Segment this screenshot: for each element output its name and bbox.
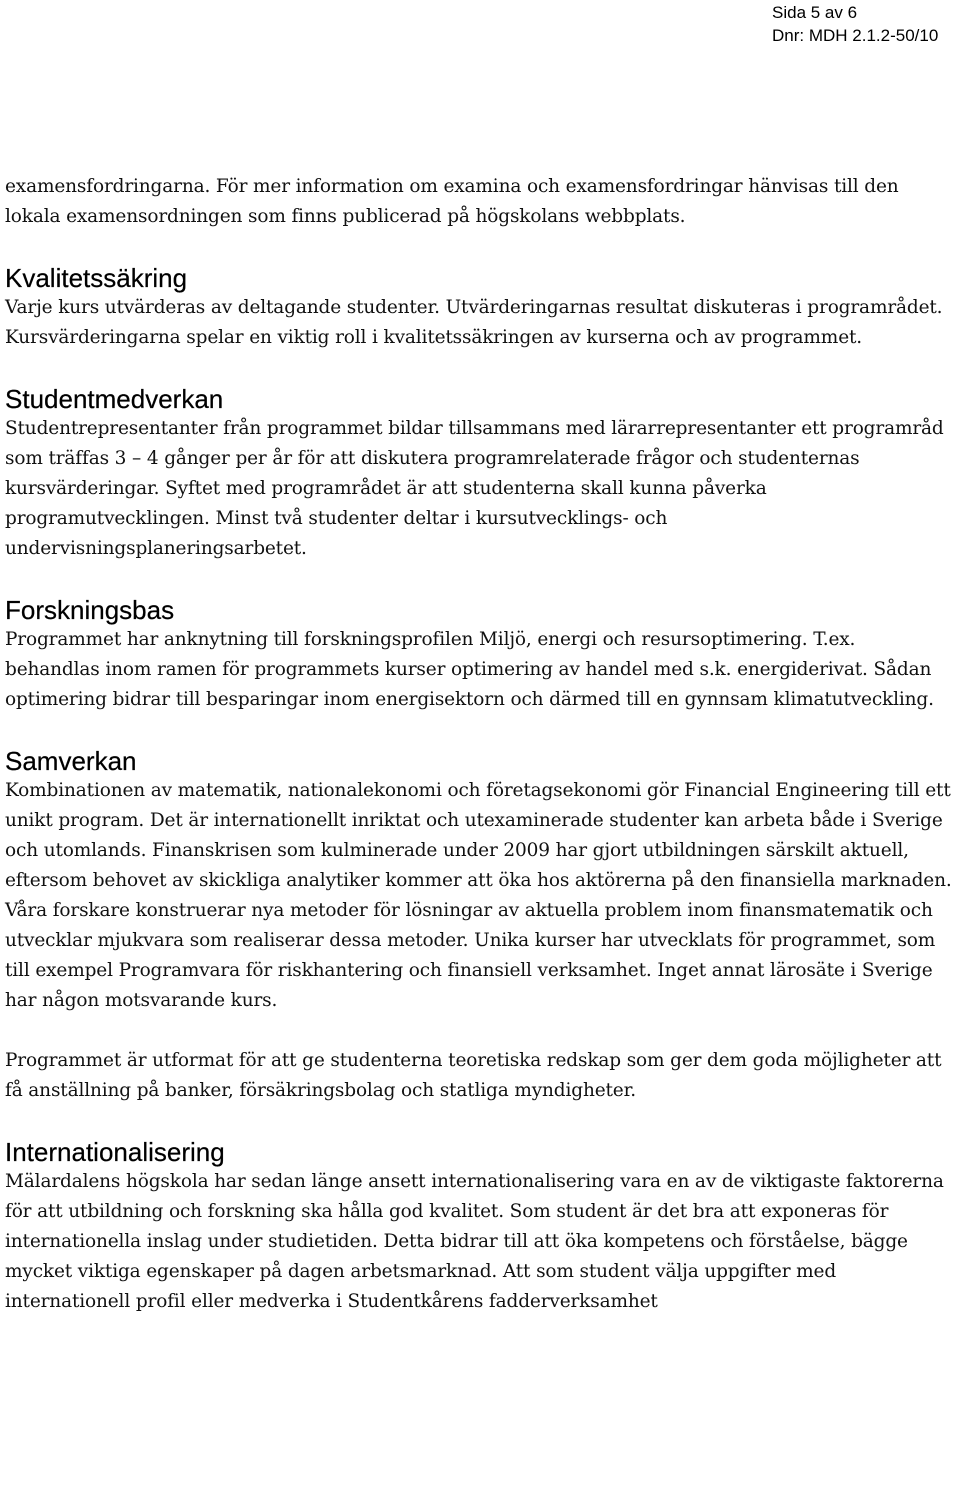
section-heading: Kvalitetssäkring xyxy=(5,263,188,293)
section-paragraph: Kombinationen av matematik, nationalekonomi och företagsekonomi gör Financial Engineering till ett unikt program. Det är internationellt inriktat och utexaminerade studenter kan arbeta både i Sverige och utomlands. Finanskrisen som kulminerade under 2009 har gjort utbildningen särskilt aktuell, eftersom behovet av skickliga analytiker kommer att öka hos aktörerna på den finansiella marknaden. Våra forskare konstruerar nya metoder för lösningar av aktuella problem inom finansmatematik och utvecklar mjukvara som realiserar dessa metoder. Unika kurser har utvecklats för programmet, som till exempel Programvara för riskhantering och finansiell verksamhet. Inget annat lärosäte i Sverige har någon motsvarande kurs. xyxy=(5,780,952,1011)
section-forskningsbas xyxy=(5,595,955,715)
section-heading: Samverkan xyxy=(5,746,137,776)
section-paragraph: Studentrepresentanter från programmet bildar tillsammans med lärarrepresentanter ett programråd som träffas 3 – 4 gånger per år för att diskutera programrelaterade frågor och studenternas kursvärderingar. Syftet med programrådet är att studenterna skall kunna påverka programutvecklingen. Minst två studenter deltar i kursutvecklings- och undervisningsplaneringsarbetet. xyxy=(5,418,944,559)
section-samverkan xyxy=(5,746,955,1106)
section-heading: Forskningsbas xyxy=(5,595,175,625)
document-body xyxy=(5,172,955,1317)
document-number: Dnr: MDH 2.1.2-50/10 xyxy=(772,26,939,45)
page-header xyxy=(0,2,960,52)
section-studentmedverkan xyxy=(5,384,955,564)
section-internationalisering xyxy=(5,1137,955,1317)
section-heading: Studentmedverkan xyxy=(5,384,224,414)
section-heading: Internationalisering xyxy=(5,1137,225,1167)
section-paragraph: Varje kurs utvärderas av deltagande studenter. Utvärderingarnas resultat diskuteras i programrådet. Kursvärderingarna spelar en viktig roll i kvalitetssäkringen av kurserna och av programmet. xyxy=(5,297,943,348)
section-paragraph: Programmet är utformat för att ge studenterna teoretiska redskap som ger dem goda möjligheter att få anställning på banker, försäkringsbolag och statliga myndigheter. xyxy=(5,1050,942,1101)
section-paragraph: Programmet har anknytning till forskningsprofilen Miljö, energi och resursoptimering. T.ex. behandlas inom ramen för programmets kurser optimering av handel med s.k. energiderivat. Sådan optimering bidrar till besparingar inom energisektorn och därmed till en gynnsam klimatutveckling. xyxy=(5,629,934,710)
section-paragraph: Mälardalens högskola har sedan länge ansett internationalisering vara en av de viktigaste faktorerna för att utbildning och forskning ska hålla god kvalitet. Som student är det bra att exponeras för internationella inslag under studietiden. Detta bidrar till att öka kompetens och förståelse, bägge mycket viktiga egenskaper på dagen arbetsmarknad. Att som student välja uppgifter med internationell profil eller medverka i Studentkårens fadderverksamhet xyxy=(5,1171,944,1312)
page-number: Sida 5 av 6 xyxy=(772,3,858,22)
section-kvalitetssakring xyxy=(5,263,955,353)
intro-paragraph: examensfordringarna. För mer information om examina och examensfordringar hänvisas till den lokala examensordningen som finns publicerad på högskolans webbplats. xyxy=(5,176,899,227)
